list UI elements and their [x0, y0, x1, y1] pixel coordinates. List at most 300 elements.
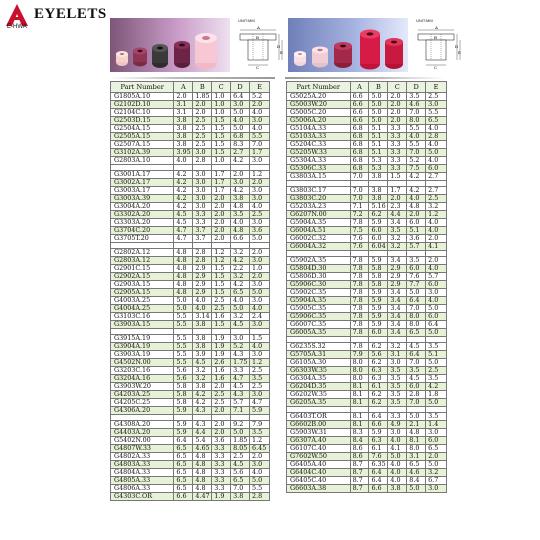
dim-b-cell: 5.8: [369, 281, 388, 289]
dim-b-cell: 6.2: [369, 399, 388, 407]
dim-a-cell: 7.8: [350, 281, 369, 289]
dim-a-cell: 4.5: [174, 219, 193, 227]
dim-e-cell: 5.0: [250, 289, 270, 297]
dim-b-cell: 4.65: [193, 445, 212, 453]
dim-e-cell: 7.9: [250, 421, 270, 429]
dim-b-cell: 3.8: [193, 343, 212, 351]
dim-c-cell: 2.0: [388, 195, 407, 203]
dim-a-cell: 3.1: [174, 101, 193, 109]
part-number-cell: G4805A.33: [111, 477, 174, 485]
dim-d-cell: 4.5: [407, 375, 426, 383]
dim-d-cell: 2.2: [231, 265, 250, 273]
dim-e-cell: 3.0: [250, 297, 270, 305]
dim-e-cell: 2.7: [426, 187, 447, 195]
dim-c-cell: 3.4: [388, 305, 407, 313]
dim-d-cell: 5.0: [231, 109, 250, 117]
dim-b-cell: 7.6: [369, 453, 388, 461]
dim-e-cell: 5.7: [426, 273, 447, 281]
dim-e-cell: 1.2: [250, 359, 270, 367]
dim-d-cell: 5.5: [407, 141, 426, 149]
part-number-cell: G6004A.51: [287, 227, 351, 235]
dim-b-cell: 6.2: [369, 391, 388, 399]
dim-b-cell: 6.4: [369, 477, 388, 485]
part-number-cell: G3102A.39: [111, 149, 174, 157]
part-number-cell: G6004A.32: [287, 243, 351, 251]
dim-c-cell: 3.4: [388, 289, 407, 297]
dim-c-cell: 1.7: [388, 187, 407, 195]
part-number-cell: G5902A.35: [287, 257, 351, 265]
table-header-row: [111, 82, 270, 93]
dim-a-cell: 5.9: [174, 429, 193, 437]
col-header-c: C: [212, 82, 231, 93]
dim-c-cell: 1.5: [212, 265, 231, 273]
dim-b-cell: 5.9: [369, 305, 388, 313]
dim-e-cell: 1.5: [250, 335, 270, 343]
table-row: [111, 235, 270, 243]
dim-d-cell: 2.0: [407, 211, 426, 219]
dim-e-cell: 2.4: [250, 313, 270, 321]
part-number-cell: G5205W.33: [287, 149, 351, 157]
dim-b-cell: 4.5: [193, 359, 212, 367]
dim-e-cell: 4.0: [250, 203, 270, 211]
col-header-a: A: [350, 82, 369, 93]
dim-a-cell: 2.0: [174, 93, 193, 101]
dim-label-d: D: [455, 44, 459, 49]
dim-b-cell: 2.9: [193, 289, 212, 297]
dim-e-cell: 4.0: [250, 125, 270, 133]
dim-a-cell: 8.1: [350, 413, 369, 421]
dim-d-cell: 5.0: [231, 305, 250, 313]
dim-label-b: B: [434, 35, 437, 40]
dim-c-cell: 4.4: [388, 211, 407, 219]
dim-c-cell: 3.5: [388, 383, 407, 391]
dim-a-cell: 3.1: [174, 109, 193, 117]
dim-b-cell: 4.2: [193, 399, 212, 407]
dim-b-cell: 3.8: [369, 173, 388, 181]
dim-b-cell: 3.3: [193, 211, 212, 219]
part-number-cell: G5103A.33: [287, 133, 351, 141]
dim-e-cell: 2.5: [426, 367, 447, 375]
dim-a-cell: 8.1: [350, 391, 369, 399]
dim-b-cell: 6.1: [369, 445, 388, 453]
dim-a-cell: 6.8: [350, 141, 369, 149]
part-number-cell: G5306C.33: [287, 165, 351, 173]
dim-e-cell: 2.0: [426, 235, 447, 243]
dim-c-cell: 1.0: [212, 157, 231, 165]
dim-d-cell: 3.6: [407, 235, 426, 243]
dim-b-cell: 4.8: [193, 485, 212, 493]
dim-d-cell: 5.7: [231, 399, 250, 407]
part-number-cell: G6405A.40: [287, 461, 351, 469]
dim-a-cell: 6.8: [350, 165, 369, 173]
dim-e-cell: 3.5: [250, 375, 270, 383]
part-number-cell: G4403A.20: [111, 429, 174, 437]
part-number-cell: G6304A.35: [287, 375, 351, 383]
dim-b-cell: 5.1: [369, 141, 388, 149]
dim-c-cell: 1.5: [212, 321, 231, 329]
dim-d-cell: 7.0: [407, 359, 426, 367]
dim-e-cell: 3.5: [426, 343, 447, 351]
dim-e-cell: 3.2: [426, 469, 447, 477]
dim-d-cell: 5.1: [407, 227, 426, 235]
dim-a-cell: 8.1: [350, 383, 369, 391]
dim-e-cell: 4.0: [426, 141, 447, 149]
dim-e-cell: 3.6: [250, 227, 270, 235]
dim-e-cell: 3.0: [426, 289, 447, 297]
dim-e-cell: 3.0: [250, 187, 270, 195]
dim-e-cell: 5.0: [426, 461, 447, 469]
dim-b-cell: 6.04: [369, 243, 388, 251]
part-number-cell: G2104C.10: [111, 109, 174, 117]
dim-a-cell: 5.5: [174, 313, 193, 321]
dim-a-cell: 4.8: [174, 289, 193, 297]
dim-e-cell: 5.0: [426, 149, 447, 157]
table-row: [287, 173, 447, 181]
dim-d-cell: 4.6: [407, 101, 426, 109]
dim-e-cell: 2.8: [250, 493, 270, 501]
dim-e-cell: 3.0: [426, 485, 447, 493]
dim-e-cell: 4.0: [250, 469, 270, 477]
col-header-a: A: [174, 82, 193, 93]
part-number-cell: G4807W.33: [111, 445, 174, 453]
part-number-cell: G6002C.32: [287, 235, 351, 243]
dim-c-cell: 2.5: [212, 391, 231, 399]
part-number-cell: G4003A.25: [111, 297, 174, 305]
dim-d-cell: 7.0: [407, 305, 426, 313]
dim-c-cell: 3.3: [212, 485, 231, 493]
dim-c-cell: 2.0: [212, 195, 231, 203]
dim-c-cell: 1.5: [212, 149, 231, 157]
dim-d-cell: 8.0: [407, 117, 426, 125]
dim-a-cell: 4.8: [174, 265, 193, 273]
part-number-cell: G4306A.20: [111, 407, 174, 415]
dim-a-cell: 4.8: [174, 281, 193, 289]
dim-c-cell: 1.5: [212, 289, 231, 297]
dim-d-cell: 3.5: [407, 367, 426, 375]
dim-d-cell: 5.7: [407, 243, 426, 251]
dim-b-cell: 3.8: [369, 187, 388, 195]
dim-c-cell: 3.8: [388, 485, 407, 493]
dim-c-cell: 3.3: [388, 149, 407, 157]
col-header-b: B: [369, 82, 388, 93]
dim-a-cell: 4.8: [174, 249, 193, 257]
dim-d-cell: 3.5: [231, 211, 250, 219]
part-number-cell: G3704C.20: [111, 227, 174, 235]
dim-c-cell: 2.0: [388, 101, 407, 109]
part-number-cell: G6405C.40: [287, 477, 351, 485]
dim-a-cell: 8.6: [350, 445, 369, 453]
dim-e-cell: 2.0: [250, 273, 270, 281]
dim-c-cell: 2.0: [212, 219, 231, 227]
dim-c-cell: 2.0: [212, 383, 231, 391]
dim-c-cell: 1.5: [212, 117, 231, 125]
part-number-cell: G3803C.17: [287, 187, 351, 195]
dim-a-cell: 5.8: [174, 391, 193, 399]
dim-d-cell: 8.0: [407, 321, 426, 329]
part-number-cell: G3903A.15: [111, 321, 174, 329]
dim-d-cell: 3.3: [231, 367, 250, 375]
part-number-cell: G4502N.00: [111, 359, 174, 367]
dim-d-cell: 3.0: [231, 179, 250, 187]
part-number-cell: G5003W.20: [287, 101, 351, 109]
dim-d-cell: 7.0: [407, 109, 426, 117]
dim-c-cell: 3.3: [212, 469, 231, 477]
dim-e-cell: 3.0: [250, 391, 270, 399]
left-parts-table: [110, 81, 270, 501]
dim-e-cell: 4.0: [426, 125, 447, 133]
dim-e-cell: 6.0: [426, 437, 447, 445]
dim-a-cell: 7.5: [350, 227, 369, 235]
dim-d-cell: 3.8: [231, 493, 250, 501]
dim-a-cell: 5.9: [174, 407, 193, 415]
dim-b-cell: 6.2: [369, 359, 388, 367]
part-number-cell: G5902C.35: [287, 289, 351, 297]
dim-a-cell: 8.0: [350, 367, 369, 375]
dim-b-cell: 1.85: [193, 93, 212, 101]
dim-d-cell: 3.5: [407, 93, 426, 101]
dim-d-cell: 4.5: [231, 383, 250, 391]
dim-b-cell: 3.0: [193, 179, 212, 187]
part-number-cell: G5904A.35: [287, 297, 351, 305]
dim-d-cell: 4.8: [231, 203, 250, 211]
dim-e-cell: 2.0: [426, 453, 447, 461]
table-row: [111, 321, 270, 329]
dim-d-cell: 8.0: [407, 445, 426, 453]
dim-c-cell: 2.0: [212, 227, 231, 235]
unit-label: UNIT:MM: [416, 18, 433, 23]
part-number-cell: G5804D.30: [287, 265, 351, 273]
dim-e-cell: 3.5: [250, 429, 270, 437]
dim-a-cell: 6.4: [174, 437, 193, 445]
dim-a-cell: 4.2: [174, 195, 193, 203]
table-row: [111, 493, 270, 501]
dim-b-cell: 2.8: [193, 249, 212, 257]
part-number-cell: G5906C.30: [287, 281, 351, 289]
dim-c-cell: 3.3: [212, 477, 231, 485]
dim-b-cell: 3.0: [193, 149, 212, 157]
dim-a-cell: 6.6: [350, 101, 369, 109]
dim-c-cell: 1.9: [212, 351, 231, 359]
dim-d-cell: 6.5: [231, 477, 250, 485]
dim-b-cell: 4.0: [193, 297, 212, 305]
dim-e-cell: 4.0: [250, 109, 270, 117]
dim-c-cell: 4.0: [388, 461, 407, 469]
part-number-cell: G2503D.15: [111, 117, 174, 125]
dim-b-cell: 6.4: [369, 413, 388, 421]
dim-a-cell: 7.0: [350, 187, 369, 195]
dim-d-cell: 6.0: [407, 265, 426, 273]
part-number-cell: G3003A.17: [111, 187, 174, 195]
dim-c-cell: 1.6: [212, 313, 231, 321]
part-number-cell: G7602W.50: [287, 453, 351, 461]
table-row: [287, 399, 447, 407]
eyelet-samples-icon: [288, 18, 408, 72]
dim-a-cell: 7.6: [350, 235, 369, 243]
dim-b-cell: 4.8: [193, 453, 212, 461]
dim-c-cell: 1.5: [212, 281, 231, 289]
part-number-cell: G3803A.15: [287, 173, 351, 181]
part-number-cell: G6307A.40: [287, 437, 351, 445]
dim-a-cell: 4.7: [174, 235, 193, 243]
part-number-cell: G5402N.00: [111, 437, 174, 445]
dim-a-cell: 6.8: [350, 149, 369, 157]
dim-b-cell: 4.8: [193, 469, 212, 477]
dim-c-cell: 3.3: [212, 445, 231, 453]
dim-e-cell: 6.0: [426, 281, 447, 289]
dim-b-cell: 2.9: [193, 281, 212, 289]
dim-b-cell: 2.5: [193, 141, 212, 149]
dim-b-cell: 2.5: [193, 125, 212, 133]
dim-d-cell: 4.0: [231, 219, 250, 227]
dim-a-cell: 5.5: [174, 335, 193, 343]
dim-b-cell: 3.2: [193, 367, 212, 375]
dim-d-cell: 4.0: [231, 297, 250, 305]
dim-e-cell: 3.2: [426, 203, 447, 211]
dim-d-cell: 4.8: [407, 429, 426, 437]
dim-d-cell: 4.0: [407, 195, 426, 203]
dim-a-cell: 7.8: [350, 289, 369, 297]
dim-a-cell: 3.8: [174, 133, 193, 141]
dim-d-cell: 5.0: [231, 125, 250, 133]
dim-e-cell: 4.1: [426, 243, 447, 251]
dim-a-cell: 4.2: [174, 171, 193, 179]
eyelet-dimension-diagram: [234, 24, 284, 70]
part-number-cell: G2505A.15: [111, 133, 174, 141]
dim-a-cell: 7.6: [350, 243, 369, 251]
dim-c-cell: 2.9: [388, 265, 407, 273]
dim-e-cell: 6.5: [426, 117, 447, 125]
dim-e-cell: 2.0: [250, 453, 270, 461]
dim-e-cell: 3.0: [250, 321, 270, 329]
dim-e-cell: 1.2: [250, 171, 270, 179]
dim-e-cell: 6.4: [426, 321, 447, 329]
dim-c-cell: 4.1: [388, 445, 407, 453]
dim-b-cell: 3.2: [193, 375, 212, 383]
dim-d-cell: 6.8: [231, 133, 250, 141]
table-row: [287, 485, 447, 493]
dim-a-cell: 5.5: [174, 351, 193, 359]
dim-c-cell: 3.4: [388, 321, 407, 329]
dim-c-cell: 3.0: [388, 429, 407, 437]
dim-c-cell: 1.9: [212, 343, 231, 351]
dim-a-cell: 7.8: [350, 257, 369, 265]
dim-e-cell: 5.0: [426, 399, 447, 407]
dim-b-cell: 4.4: [193, 429, 212, 437]
dim-b-cell: 5.16: [369, 203, 388, 211]
part-number-cell: G6603A.38: [287, 485, 351, 493]
dim-c-cell: 1.5: [212, 273, 231, 281]
part-number-cell: G4203A.25: [111, 391, 174, 399]
dim-a-cell: 8.0: [350, 375, 369, 383]
col-header-b: B: [193, 82, 212, 93]
part-number-cell: G4803A.33: [111, 461, 174, 469]
product-photo-left: [110, 18, 230, 72]
dim-c-cell: 1.7: [212, 179, 231, 187]
part-number-cell: G6207N.00: [287, 211, 351, 219]
part-number-cell: G5705A.31: [287, 351, 351, 359]
part-number-cell: G6602B.00: [287, 421, 351, 429]
dim-d-cell: 5.0: [407, 289, 426, 297]
part-number-cell: G4804A.33: [111, 469, 174, 477]
part-number-cell: G6235S.32: [287, 343, 351, 351]
dim-b-cell: 2.9: [193, 273, 212, 281]
dim-b-cell: 2.8: [193, 257, 212, 265]
dim-c-cell: 1.5: [212, 141, 231, 149]
dim-d-cell: 2.5: [231, 453, 250, 461]
dim-b-cell: 5.9: [369, 429, 388, 437]
dim-b-cell: 5.1: [369, 133, 388, 141]
dim-c-cell: 1.5: [388, 173, 407, 181]
dim-c-cell: 1.2: [212, 257, 231, 265]
dim-c-cell: 1.6: [212, 367, 231, 375]
dim-a-cell: 6.6: [174, 493, 193, 501]
dim-a-cell: 6.5: [174, 469, 193, 477]
part-number-cell: G4806A.33: [111, 485, 174, 493]
dim-c-cell: 3.0: [388, 359, 407, 367]
dim-b-cell: 5.0: [369, 109, 388, 117]
dim-b-cell: 4.3: [193, 421, 212, 429]
part-number-cell: G3303A.20: [111, 219, 174, 227]
part-number-cell: G6403T.OR: [287, 413, 351, 421]
dim-a-cell: 6.5: [174, 461, 193, 469]
dim-e-cell: 3.0: [250, 117, 270, 125]
dim-d-cell: 5.2: [407, 157, 426, 165]
dim-a-cell: 4.7: [174, 227, 193, 235]
part-number-cell: G5005C.20: [287, 109, 351, 117]
part-number-cell: G2802A.12: [111, 249, 174, 257]
dim-b-cell: 4.0: [193, 305, 212, 313]
dim-c-cell: 1.0: [212, 101, 231, 109]
dim-c-cell: 2.0: [388, 117, 407, 125]
dim-a-cell: 7.8: [350, 297, 369, 305]
dim-b-cell: 2.5: [193, 133, 212, 141]
dim-e-cell: 3.0: [426, 429, 447, 437]
divider-right: [285, 77, 445, 79]
dim-d-cell: 5.6: [231, 469, 250, 477]
dim-c-cell: 2.0: [388, 93, 407, 101]
dim-d-cell: 8.4: [407, 477, 426, 485]
col-header-c: C: [388, 82, 407, 93]
dim-e-cell: 2.5: [426, 195, 447, 203]
dim-d-cell: 7.0: [407, 149, 426, 157]
dim-b-cell: 6.0: [369, 227, 388, 235]
table-row: [111, 157, 270, 165]
dim-d-cell: 5.0: [231, 429, 250, 437]
dim-a-cell: 7.2: [350, 211, 369, 219]
dim-b-cell: 3.8: [193, 321, 212, 329]
dim-c-cell: 1.9: [212, 335, 231, 343]
part-number-cell: G5906C.35: [287, 313, 351, 321]
dim-a-cell: 6.6: [350, 93, 369, 101]
dim-a-cell: 6.5: [174, 485, 193, 493]
dim-d-cell: 3.1: [407, 453, 426, 461]
dim-a-cell: 8.1: [350, 399, 369, 407]
dim-e-cell: 5.0: [426, 305, 447, 313]
dim-b-cell: 6.6: [369, 485, 388, 493]
dim-a-cell: 5.0: [174, 305, 193, 313]
dim-d-cell: 2.0: [231, 171, 250, 179]
dim-a-cell: 4.2: [174, 187, 193, 195]
dim-b-cell: 6.0: [369, 235, 388, 243]
dim-d-cell: 6.4: [407, 297, 426, 305]
dim-d-cell: 6.5: [231, 289, 250, 297]
dim-d-cell: 4.5: [231, 461, 250, 469]
dim-a-cell: 7.8: [350, 329, 369, 337]
dim-e-cell: 5.0: [250, 235, 270, 243]
dim-d-cell: 5.0: [407, 485, 426, 493]
part-number-cell: G6404C.40: [287, 469, 351, 477]
part-number-cell: G2902A.15: [111, 273, 174, 281]
